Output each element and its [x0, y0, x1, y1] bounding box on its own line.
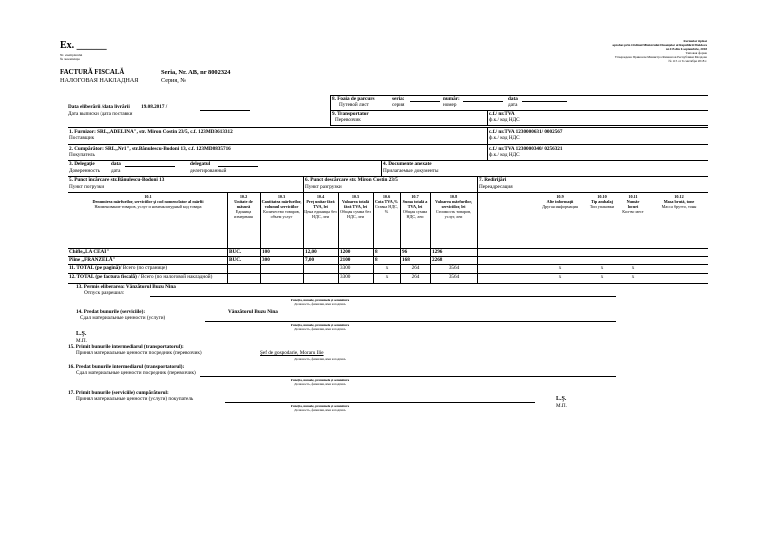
unloading-point-ru: Пункт разгрузки [305, 184, 342, 190]
table-row-1-quantity: 100 [262, 249, 270, 255]
redirect-label-ru: Переадресация [479, 184, 513, 190]
goods-released-value: Vânzătorul Buzu Nina [228, 309, 278, 315]
buyer-tax-code: c.f./ nr.TVA 1230000340/ 0256321 [489, 146, 563, 152]
waybill-number-label: număr: [443, 96, 460, 102]
approval-note: Formular tipizat aprobat prin Ordinul Ministrului Finanţelor al Republicii Moldova nr.115 din 6 septembrie, 2018 Типовая форма Утверждена Приказом Министра Финансов Республики Молдова № 115 от 6 сентября 2018 г. [612, 39, 707, 63]
delegation-date-label-ru: дата [111, 168, 121, 174]
waybill-label: 8. Foaia de parcurs [332, 96, 375, 102]
table-row-1-goods: Chifle,,LA CEAI" [69, 249, 110, 255]
supplier-label-ru: Поставщик [69, 135, 95, 141]
table-row-2-total: 2100 [340, 257, 351, 263]
table-row-2-vat-sum: 168 [402, 257, 410, 263]
table-row-2-goods: Pîine ,,FRANZELĂ" [69, 257, 116, 263]
total-page-value: 3564 [448, 265, 460, 271]
col-header-gross-mass: 10.12 Masa brută, tone Масса брутто, тонн [661, 194, 697, 209]
buyer-name: 2. Cumpărător: SRL,,Nr1", str.Bănulescu-Bodoni 13, c.f. 123MD8835716 [69, 146, 231, 152]
col-header-quantity: 10.3 Cantitatea mărfurilor, volumul serviciilor Количество товаров, объем услуг [261, 194, 302, 219]
table-row-1-value: 1296 [432, 249, 443, 255]
col-header-places: 10.11 Număr locuri Кол-во мест [622, 194, 644, 214]
document-title-ru: НАЛОГОВАЯ НАКЛАДНАЯ [60, 77, 139, 84]
waybill-date-label: data [508, 96, 518, 102]
loading-point: 5. Punct încărcare str.Bănulescu-Bodoni 13 [69, 177, 165, 183]
total-page-no-vat: 3300 [340, 265, 351, 271]
release-permit-ru: Отпуск разрешил: [84, 290, 125, 296]
buyer-received-sig-caption: Funcţia, numele, prenumele şi semnătura Должность, фамилия, имя и подпись [290, 404, 350, 412]
total-invoice-no-vat: 3300 [340, 274, 351, 280]
annexed-docs-label-ru: Прилагаемые документы [383, 168, 439, 174]
carrier-tax-code-label-ru: ф.к./ код НДС [489, 117, 520, 123]
table-row-2-value: 2268 [432, 257, 443, 263]
intermediary-received-sig-caption: Должность, фамилия, имя и подпись [294, 357, 346, 361]
total-page-vat-rate: x [385, 265, 389, 271]
carrier-label: 9. Transportator [332, 111, 369, 117]
buyer-tax-code-ru: ф.к./ код НДС [489, 152, 520, 158]
total-invoice-vat-sum: 264 [411, 274, 420, 280]
redirect-label: 7. Redirijări [479, 177, 507, 183]
annexed-docs-label: 4. Documente anexate [383, 161, 432, 167]
table-row-1-unit: BUC. [229, 249, 242, 255]
col-header-total-no-vat: 10.5 Valoarea totală fără TVA, lei Общая сумма без НДС, леи [340, 194, 371, 219]
copy-number-caption: Nr. exemplarului [60, 53, 83, 57]
intermediary-released-label: 16. Predat bunurile intermediarul (transportatorul): [68, 364, 185, 370]
col-header-package-type: 10.10 Tip ambalaj Тип упаковки [589, 194, 615, 209]
total-invoice-package: x [600, 274, 604, 280]
delegate-label-ru: делегированный [190, 168, 227, 174]
carrier-tax-code-label: c.f./ nr.TVA [489, 111, 515, 117]
carrier-label-ru: Перевозчик [335, 117, 361, 123]
waybill-number-label-ru: номер [443, 102, 457, 108]
col-header-goods-value: 10.8 Valoarea mărfurilor, serviciilor, lei Стоимость товаров, услуг, леи [435, 194, 472, 219]
total-page-places: x [631, 265, 635, 271]
delegation-date-label: data [111, 161, 121, 167]
supplier-tax-code-ru: ф.к./ код НДС [489, 135, 520, 141]
goods-released-ru: Сдал материальные ценности (услуги) [80, 315, 166, 321]
col-header-unit-price: 10.4 Preţ unitar fără TVA, lei Цена единицы без НДС, леи [304, 194, 337, 219]
total-page-other: x [558, 265, 562, 271]
table-row-1-vat-sum: 96 [402, 249, 408, 255]
col-header-other-info: 10.9 Alte informaţii Другая информация [542, 194, 578, 209]
invoice-serial-ru: Серия, № [161, 77, 187, 84]
col-header-unit: 10.2 Unitate de măsură Единица измерения [234, 194, 253, 219]
seal-mp: М.П. [76, 338, 87, 344]
total-page-vat-sum: 264 [411, 265, 420, 271]
release-permit: 13. Permis eliberarea: Vânzătorul Buzu Nina [76, 284, 176, 290]
buyer-label-ru: Покупатель [69, 152, 95, 158]
intermediary-received-value: Şef de gospodarie, Moraru Ilie [260, 350, 324, 356]
buyer-seal-ls: L.Ş. [556, 396, 567, 402]
intermediary-released-sig-caption: Funcţia, numele, prenumele şi semnătura Должность, фамилия, имя и подпись [290, 378, 350, 386]
waybill-label-ru: Путевой лист [339, 102, 369, 108]
total-invoice-label: 12. TOTAL (pe factura fiscală) / Всего (по налоговой накладной) [69, 274, 213, 280]
delegation-label: 3. Delegaţie [69, 161, 95, 167]
col-header-goods: 10.1 Denumirea mărfurilor, serviciilor şi cod nomenclator al mărfii Наименование товаров, услуг и номенклатурный код товара [92, 194, 204, 209]
total-invoice-places: x [631, 274, 635, 280]
table-row-1-vat-rate: 8 [375, 249, 378, 255]
buyer-seal-mp: М.П. [556, 403, 567, 409]
issue-date-label: Data eliberării /data livrării 19.08.2017 / [68, 104, 168, 110]
buyer-received-ru: Принял материальные ценности (услуги) покупатель [76, 396, 194, 402]
waybill-date-label-ru: дата [508, 102, 518, 108]
table-row-2-unit: BUC. [229, 257, 242, 263]
table-row-1-unit-price: 12,00 [305, 249, 317, 255]
delegation-label-ru: Доверенность [69, 168, 100, 174]
total-page-package: x [600, 265, 604, 271]
document-title: FACTURĂ FISCALĂ [60, 69, 125, 76]
table-row-2-unit-price: 7,00 [305, 257, 315, 263]
table-row-2-vat-rate: 8 [375, 257, 378, 263]
unloading-point: 6. Punct descărcare str. Miron Costin 23/5 [305, 177, 398, 183]
buyer-received-label: 17. Primit bunurile (serviciile) cumpărătorul: [68, 390, 169, 396]
release-permit-sig-caption: Funcţia, numele, prenumele şi semnătura Должность, фамилия, имя и подпись [290, 298, 350, 306]
waybill-series-label-ru: серия [392, 102, 405, 108]
intermediary-received-ru: Принял материальные ценности посредник (перевозчик) [76, 350, 202, 356]
goods-released-sig-caption: Funcţia, numele, prenumele şi semnătura Должность, фамилия, имя и подпись [290, 323, 350, 331]
table-row-1-total: 1200 [340, 249, 351, 255]
total-invoice-vat-rate: x [385, 274, 389, 280]
seal-ls: L.Ş. [76, 331, 87, 337]
copy-number-label: Ex. ______ [60, 40, 107, 51]
loading-point-ru: Пункт погрузки [69, 184, 105, 190]
issue-date-label-ru: Дата выписки /дата поставки [68, 111, 133, 117]
col-header-vat-rate: 10.6 Cota TVA,% Ставка НДС, % [374, 194, 399, 214]
supplier-name: 1. Furnizor: SRL,,ADELINA", str. Miron Costin 23/5, c.f. 123MD3613312 [69, 129, 233, 135]
delegate-label: delegatul [190, 161, 211, 167]
intermediary-released-ru: Сдал материальные ценности посредник (перевозчик) [76, 370, 196, 376]
supplier-tax-code: c.f./ nr.TVA 1230000631/ 0002567 [489, 129, 563, 135]
intermediary-received-label: 15. Primit bunurile intermediarul (transportatorul): [68, 344, 184, 350]
copy-number-caption-ru: № экземпляра [60, 57, 80, 61]
total-invoice-value: 3564 [448, 274, 460, 280]
total-page-label: 11. TOTAL (pe pagină)/ Всего (по странице) [69, 265, 168, 271]
goods-released-label: 14. Predat bunurile (serviciile): [76, 309, 146, 315]
col-header-vat-sum: 10.7 Suma totală a TVA, lei Общая сумма НДС, леи [402, 194, 428, 219]
total-invoice-other: x [558, 274, 562, 280]
waybill-series-label: seria: [392, 96, 405, 102]
invoice-serial: Seria, Nr. AB, nr 8002324 [161, 69, 231, 76]
table-row-2-quantity: 300 [262, 257, 270, 263]
